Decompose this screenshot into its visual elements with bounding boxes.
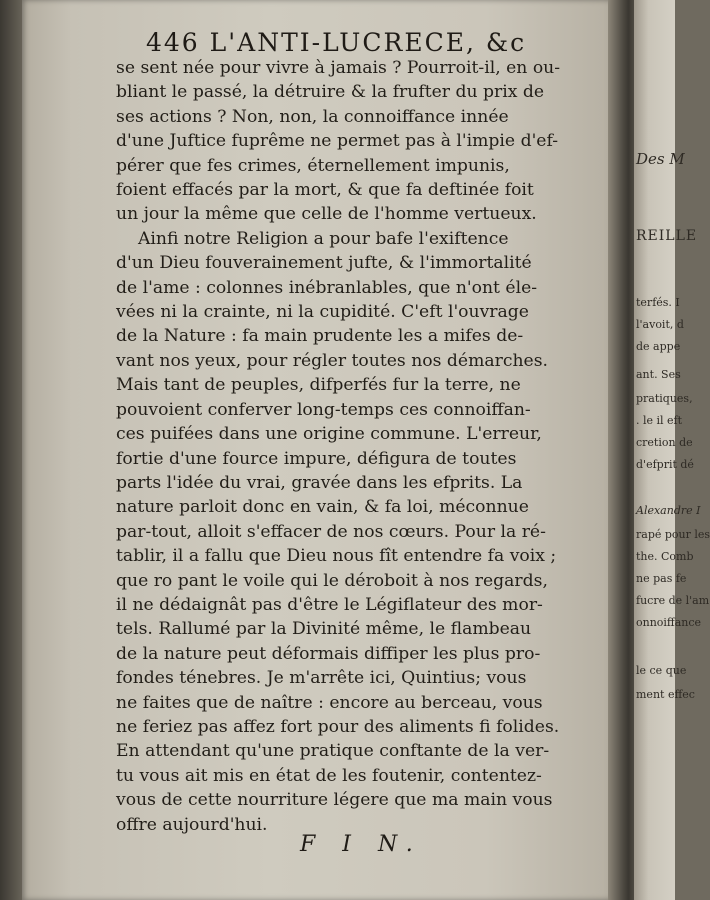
text-line: de la Nature : fa main prudente les a mifes de- — [116, 326, 524, 347]
text-line: tu vous ait mis en état de les foutenir, contentez- — [116, 765, 542, 786]
facing-page-fragment: d'efprit dé — [636, 458, 694, 471]
facing-page-fragment: ne pas fe — [636, 572, 687, 585]
text-line: un jour la même que celle de l'homme vertueux. — [116, 204, 537, 225]
text-line: pérer que fes crimes, éternellement impunis, — [116, 155, 510, 176]
text-line: se sent née pour vivre à jamais ? Pourroit-il, en ou- — [116, 58, 561, 78]
text-line: vous de cette nourriture légere que ma main vous — [116, 790, 553, 811]
text-line: foient effacés par la mort, & que fa deftinée foit — [116, 180, 534, 201]
facing-page-edge — [634, 0, 710, 900]
facing-page-fragment: ant. Ses — [636, 368, 681, 381]
facing-page-fragment: the. Comb — [636, 550, 694, 563]
text-line: fondes ténebres. Je m'arrête ici, Quintius; vous — [116, 668, 527, 689]
text-line: de l'ame : colonnes inébranlables, que n'ont éle- — [116, 277, 538, 298]
text-line: En attendant qu'une pratique conftante de la ver- — [116, 741, 550, 762]
text-line: ces puifées dans une origine commune. L'erreur, — [116, 424, 542, 445]
text-line: tablir, il a fallu que Dieu nous fît entendre fa voix ; — [116, 546, 557, 567]
text-line: tels. Rallumé par la Divinité même, le flambeau — [116, 619, 532, 640]
facing-page-fragment: pratiques, — [636, 392, 693, 405]
text-line: ne faites que de naître : encore au berceau, vous — [116, 692, 543, 713]
text-line: Ainfi notre Religion a pour bafe l'exiftence — [138, 228, 509, 249]
text-line: nature parloit donc en vain, & fa loi, méconnue — [116, 497, 529, 518]
text-line: Mais tant de peuples, difperfés fur la terre, ne — [116, 375, 521, 396]
facing-page-fragment: le ce que — [636, 664, 687, 677]
facing-page-fragment: fucre de l'am — [636, 594, 710, 607]
text-line: d'une Juftice fuprême ne permet pas à l'impie d'ef- — [116, 131, 559, 152]
text-line: ses actions ? Non, non, la connoiffance innée — [116, 106, 509, 127]
text-line: fortie d'une fource impure, défigura de toutes — [116, 448, 517, 469]
text-line: il ne dédaignât pas d'être le Légiflateur des mor- — [116, 594, 543, 615]
text-line: vées ni la crainte, ni la cupidité. C'eft l'ouvrage — [116, 302, 529, 323]
text-line: vant nos yeux, pour régler toutes nos démarches. — [116, 350, 548, 371]
facing-page-fragment: Alexandre I — [636, 504, 701, 517]
end-mark: F I N. — [300, 832, 423, 857]
text-line: offre aujourd'hui. — [116, 814, 268, 835]
facing-page-fragment: ment effec — [636, 688, 695, 701]
page-body-text — [116, 56, 596, 837]
text-line: de la nature peut déformais diffiper les plus pro- — [116, 643, 541, 664]
text-line: d'un Dieu fouverainement jufte, & l'immortalité — [116, 253, 532, 274]
facing-page-fragment: Des M — [636, 150, 685, 168]
facing-page-fragment: de appe — [636, 340, 681, 353]
facing-page-fragment: REILLE — [636, 228, 698, 244]
text-line: que ro pant le voile qui le déroboit à nos regards, — [116, 570, 548, 591]
facing-page-fragment: . le il eft — [636, 414, 683, 427]
running-header — [146, 28, 526, 57]
text-line: ne feriez pas affez fort pour des aliments fi folides. — [116, 716, 560, 737]
facing-page-fragment: onnoiffance — [636, 616, 702, 629]
facing-page-fragment: cretion de — [636, 436, 693, 449]
page-number: 446 — [146, 28, 200, 57]
text-line: parts l'idée du vrai, gravée dans les efprits. La — [116, 472, 523, 493]
text-line: par-tout, alloit s'effacer de nos cœurs. Pour la ré- — [116, 521, 546, 542]
facing-page-fragment: l'avoit, d — [636, 318, 684, 331]
running-title: L'ANTI-LUCRECE, &c — [209, 28, 527, 57]
facing-page-fragment: rapé pour les — [636, 528, 710, 541]
text-line: pouvoient conferver long-temps ces connoiffan- — [116, 399, 531, 420]
text-line: bliant le passé, la détruire & la frufter du prix de — [116, 82, 545, 103]
facing-page-fragment: terfés. I — [636, 296, 680, 309]
